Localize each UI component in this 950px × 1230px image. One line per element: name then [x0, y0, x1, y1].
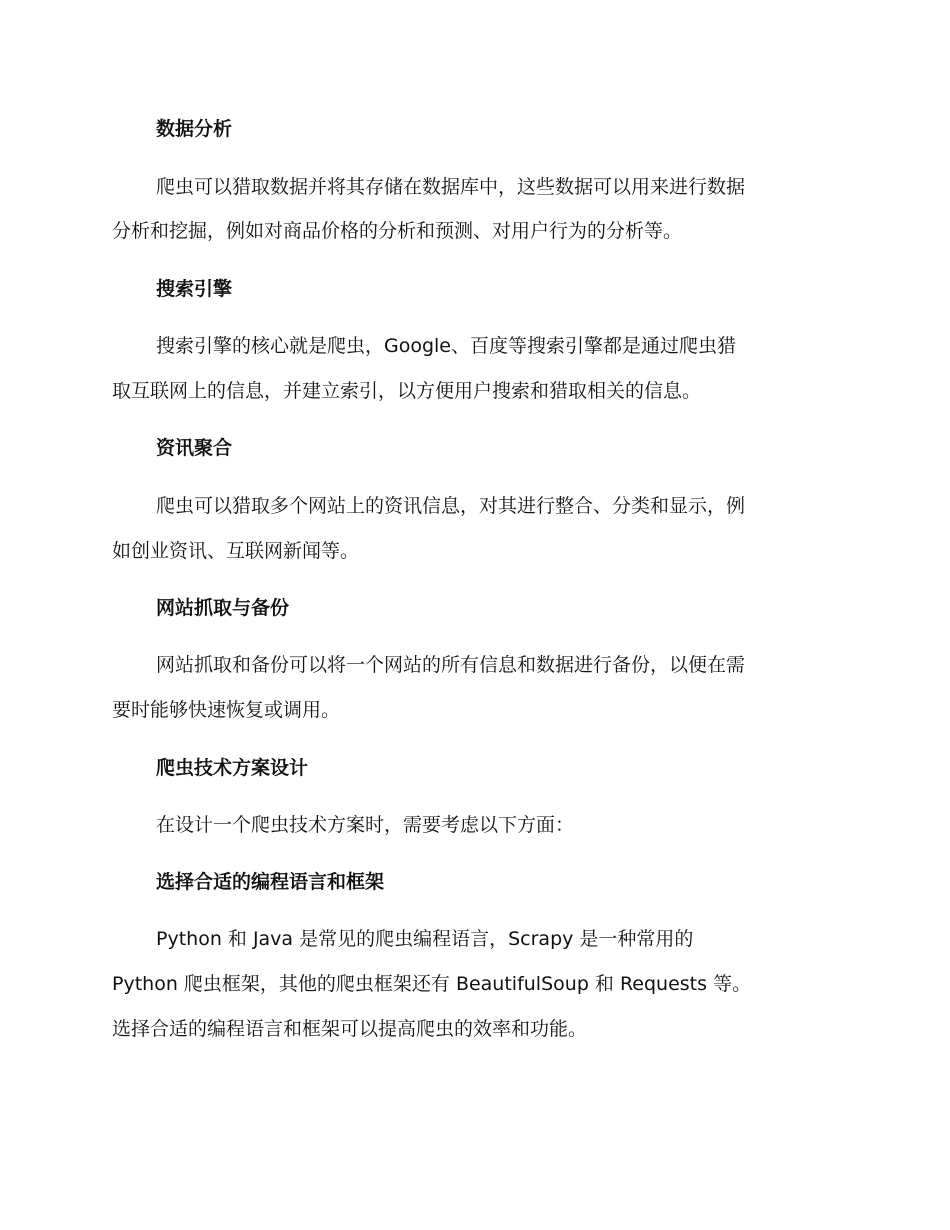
section-heading: 爬虫技术方案设计: [156, 757, 309, 779]
paragraph-line: 取互联网上的信息，并建立索引，以方便用户搜索和猎取相关的信息。: [112, 380, 702, 402]
paragraph-line: Python 爬虫框架，其他的爬虫框架还有 BeautifulSoup 和 Requests 等。: [112, 973, 752, 995]
paragraph-line: 爬虫可以猎取多个网站上的资讯信息，对其进行整合、分类和显示，例: [156, 495, 746, 517]
paragraph-line: 网站抓取和备份可以将一个网站的所有信息和数据进行备份，以便在需: [156, 654, 746, 676]
section-heading: 搜索引擎: [156, 278, 233, 300]
paragraph-line: Python 和 Java 是常见的爬虫编程语言，Scrapy 是一种常用的: [156, 928, 694, 950]
paragraph-line: 要时能够快速恢复或调用。: [112, 699, 341, 721]
section-heading: 选择合适的编程语言和框架: [156, 871, 385, 893]
paragraph-line: 在设计一个爬虫技术方案时，需要考虑以下方面：: [156, 814, 575, 836]
section-heading: 资讯聚合: [156, 437, 233, 459]
paragraph-line: 选择合适的编程语言和框架可以提高爬虫的效率和功能。: [112, 1018, 588, 1040]
section-heading: 网站抓取与备份: [156, 597, 290, 619]
paragraph-line: 搜索引擎的核心就是爬虫，Google、百度等搜索引擎都是通过爬虫猎: [156, 335, 737, 357]
section-heading: 数据分析: [156, 118, 233, 140]
paragraph-line: 爬虫可以猎取数据并将其存储在数据库中，这些数据可以用来进行数据: [156, 176, 746, 198]
paragraph-line: 如创业资讯、互联网新闻等。: [112, 540, 360, 562]
paragraph-line: 分析和挖掘，例如对商品价格的分析和预测、对用户行为的分析等。: [112, 220, 683, 242]
